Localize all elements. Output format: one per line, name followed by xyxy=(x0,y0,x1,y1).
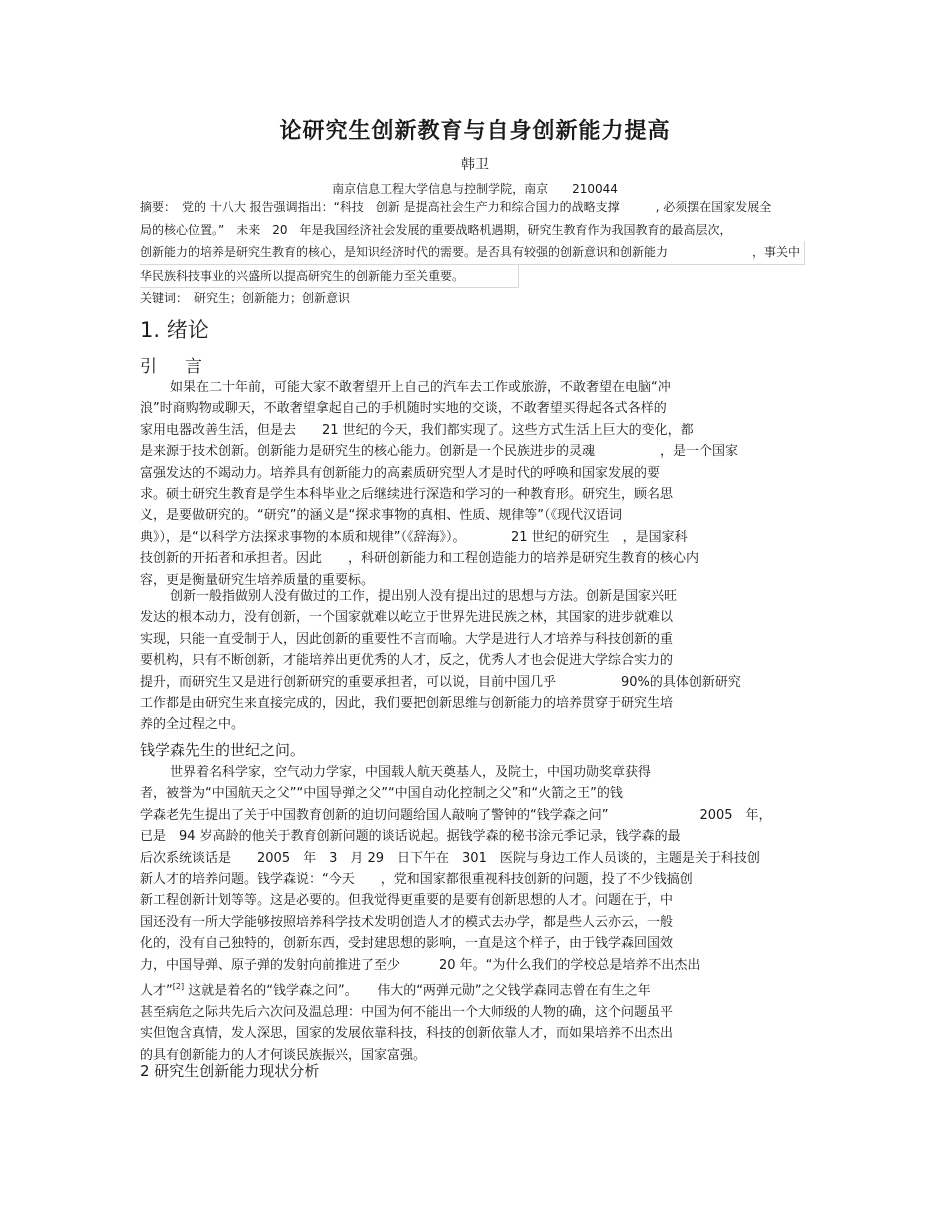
text-line: 创新一般指做别人没有做过的工作，提出别人没有提出过的思想与方法。创新是国家兴旺 xyxy=(170,589,678,604)
text-line: 甚至病危之际共先后六次问及温总理：中国为何不能出一个大师级的人物的确，这个问题虽平 xyxy=(140,1004,674,1020)
abstract-line: 华民族科技事业的兴盛所以提高研究生的创新能力至关重要。 xyxy=(140,265,519,289)
text-line: 后次系统谈话是 2005 年 3 月 29 日下午在 301 医院与身边工作人员谈的，主题是关于科技创 xyxy=(140,850,760,866)
intro-heading: 引言 xyxy=(140,357,230,377)
abstract-line: 局的核心位置。” 未来 20 年是我国经济社会发展的重要战略机遇期，研究生教育作为我国教育的最高层次， xyxy=(140,222,732,237)
text-line: 浪”时商购物或聊天，不敢奢望拿起自己的手机随时实地的交谈，不敢奢望买得起各式各样的 xyxy=(140,401,667,417)
text-line: 学森老先生提出了关于中国教育创新的迫切问题给国人敲响了警钟的“钱学森之问” 2005 年， xyxy=(140,807,772,823)
text-line: 实但饱含真情，发人深思，国家的发展依靠科技，科技的创新依靠人才，而如果培养不出杰出 xyxy=(140,1026,674,1042)
text-line: 实现，只能一直受制于人，因此创新的重要性不言而喻。大学是进行人才培养与科技创新的重 xyxy=(140,631,674,647)
text-line: 工作都是由研究生来直接完成的，因此，我们要把创新思维与创新能力的培养贯穿于研究生培 xyxy=(140,696,674,712)
text-line: 义，是要做研究的。“研究”的涵义是“探求事物的真相、性质、规律等”（《现代汉语词 xyxy=(140,508,622,524)
abstract xyxy=(140,196,805,288)
paragraph-innovation xyxy=(140,586,805,736)
subsection-heading-qian: 钱学森先生的世纪之问。 xyxy=(140,741,306,759)
abstract-line: 摘要： 党的 十八大 报告强调指出：“科技 创新 是提高社会生产力和综合国力的战略支撑 , 必须摆在国家发展全 xyxy=(140,200,772,214)
text-line: 已是 94 岁高龄的他关于教育创新问题的谈话说起。据钱学森的秘书涂元季记录，钱学森的最 xyxy=(140,829,681,845)
text-line: 世界着名科学家，空气动力学家，中国载人航天奠基人，及院士，中国功勋奖章获得 xyxy=(170,765,652,780)
author-affiliation: 南京信息工程大学信息与控制学院，南京 210044 xyxy=(332,182,618,196)
text-line: 新工程创新计划等等。这是必要的。但我觉得更重要的是要有创新思想的人才。问题在于，中 xyxy=(140,893,674,909)
text-fragment: 这就是着名的“钱学森之问”。 伟大的“两弹元勋”之父钱学森同志曾在有生之年 xyxy=(184,983,651,999)
text-line: 富强发达的不竭动力。培养具有创新能力的高素质研究型人才是时代的呼唤和国家发展的要 xyxy=(140,465,661,481)
text-line: 发达的根本动力，没有创新，一个国家就难以屹立于世界先进民族之林，其国家的进步就难以 xyxy=(140,610,674,626)
abstract-line: 创新能力的培养是研究生教育的核心，是知识经济时代的需要。是否具有较强的创新意识和创新能力 ，事关中 xyxy=(140,241,805,265)
text-line: 要机构，只有不断创新，才能培养出更优秀的人才，反之，优秀人才也会促进大学综合实力的 xyxy=(140,653,674,669)
text-line-with-citation xyxy=(140,976,805,1002)
text-line: 者，被誉为“中国航天之父”“中国导弹之父”“中国自动化控制之父”和“火箭之王”的钱 xyxy=(140,786,623,802)
section-heading-1: 1. 绪论 xyxy=(140,318,209,342)
text-line: 家用电器改善生活，但是去 21 世纪的今天，我们都实现了。这些方式生活上巨大的变化，都 xyxy=(140,422,694,438)
text-line: 化的，没有自己独特的，创新东西，受封建思想的影响，一直是这个样子，由于钱学森回国效 xyxy=(140,936,674,952)
paragraph-qian-question xyxy=(140,762,805,1066)
text-line: 容，更是衡量研究生培养质量的重要标。 xyxy=(140,572,375,588)
text-line: 是来源于技术创新。创新能力是研究生的核心能力。创新是一个民族进步的灵魂 ，是一个国家 xyxy=(140,444,739,460)
text-line: 典》），是“以科学方法探求事物的本质和规律”（《辞海》）。 21 世纪的研究生 ，是国家科 xyxy=(140,529,688,545)
keywords: 关键词： 研究生；创新能力；创新意识 xyxy=(140,291,351,305)
paragraph-intro xyxy=(140,377,805,591)
text-line: 新人才的培养问题。钱学森说：“今天 ，党和国家都很重视科技创新的问题，投了不少钱搞创 xyxy=(140,872,693,888)
text-line: 技创新的开拓者和承担者。因此 ，科研创新能力和工程创造能力的培养是研究生教育的核心内 xyxy=(140,551,700,567)
text-line: 养的全过程之中。 xyxy=(140,717,245,733)
author-name: 韩卫 xyxy=(461,157,489,173)
text-line: 国还没有一所大学能够按照培养科学技术发明创造人才的模式去办学，都是些人云亦云，一般 xyxy=(140,914,674,930)
paper-title: 论研究生创新教育与自身创新能力提高 xyxy=(279,119,671,144)
citation-mark[interactable]: [2] xyxy=(172,982,185,992)
text-line: 提升，而研究生又是进行创新研究的重要承担者，可以说，目前中国几乎 90%的具体创新研究 xyxy=(140,674,741,690)
section-heading-2: 2 研究生创新能力现状分析 xyxy=(140,1062,320,1080)
text-fragment: 人才” xyxy=(140,983,173,999)
text-line: 求。硕士研究生教育是学生本科毕业之后继续进行深造和学习的一种教育形。研究生，顾名思 xyxy=(140,487,674,503)
text-line: 的具有创新能力的人才何谈民族振兴，国家富强。 xyxy=(140,1047,427,1063)
text-line: 力，中国导弹、原子弹的发射向前推进了至少 20 年。“为什么我们的学校总是培养不出杰出 xyxy=(140,957,701,973)
text-line: 如果在二十年前，可能大家不敢奢望开上自己的汽车去工作或旅游，不敢奢望在电脑“冲 xyxy=(170,380,671,395)
